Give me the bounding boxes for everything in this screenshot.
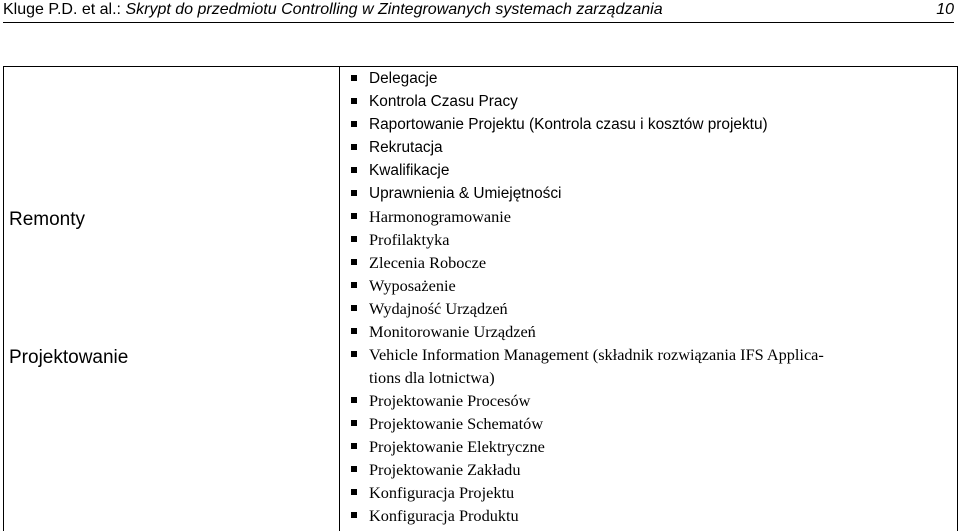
bullet-icon [351, 259, 357, 265]
list-item: Konfiguracja Produktu [346, 504, 946, 527]
bullet-icon [351, 512, 357, 518]
bullet-icon [351, 351, 357, 357]
list-item: Projektowanie Elektryczne [346, 435, 946, 458]
category-projektowanie: Projektowanie [9, 347, 129, 368]
list-item: Zlecenia Robocze [346, 251, 946, 274]
bullet-icon [351, 213, 357, 219]
list-item: Kwalifikacje [346, 159, 946, 182]
category-remonty: Remonty [9, 209, 86, 230]
feature-list [346, 67, 946, 527]
bullet-icon [351, 282, 357, 288]
header-title: Skrypt do przedmiotu Controlling w Zintegrowanych systemach zarządzania [125, 1, 663, 18]
page-number: 10 [936, 1, 954, 18]
bullet-icon [351, 75, 357, 81]
bullet-icon [351, 328, 357, 334]
bullet-icon [351, 236, 357, 242]
list-item: Kontrola Czasu Pracy [346, 90, 946, 113]
bullet-icon [351, 466, 357, 472]
bullet-icon [351, 397, 357, 403]
list-item: Projektowanie Zakładu [346, 458, 946, 481]
bullet-icon [351, 443, 357, 449]
header-left [3, 0, 663, 20]
page-header [3, 0, 954, 23]
list-item: Vehicle Information Management (składnik rozwiązania IFS Applica- tions dla lotnictwa) [346, 343, 946, 389]
bullet-icon [351, 144, 357, 150]
list-item: Wydajność Urządzeń [346, 297, 946, 320]
bullet-icon [351, 489, 357, 495]
bullet-icon [351, 121, 357, 127]
list-item: Profilaktyka [346, 228, 946, 251]
list-item: Raportowanie Projektu (Kontrola czasu i kosztów projektu) [346, 113, 946, 136]
bullet-icon [351, 98, 357, 104]
list-item: Delegacje [346, 67, 946, 90]
column-divider [339, 67, 340, 531]
list-item: Rekrutacja [346, 136, 946, 159]
list-item: Projektowanie Schematów [346, 412, 946, 435]
bullet-icon [351, 190, 357, 196]
content-table [3, 66, 958, 531]
bullet-icon [351, 420, 357, 426]
list-item: Monitorowanie Urządzeń [346, 320, 946, 343]
bullet-icon [351, 305, 357, 311]
list-item: Projektowanie Procesów [346, 389, 946, 412]
header-author: Kluge P.D. et al.: [3, 1, 126, 18]
list-item: Wyposażenie [346, 274, 946, 297]
bullet-icon [351, 167, 357, 173]
list-item: Konfiguracja Projektu [346, 481, 946, 504]
list-item: Uprawnienia & Umiejętności [346, 182, 946, 205]
list-item: Harmonogramowanie [346, 205, 946, 228]
